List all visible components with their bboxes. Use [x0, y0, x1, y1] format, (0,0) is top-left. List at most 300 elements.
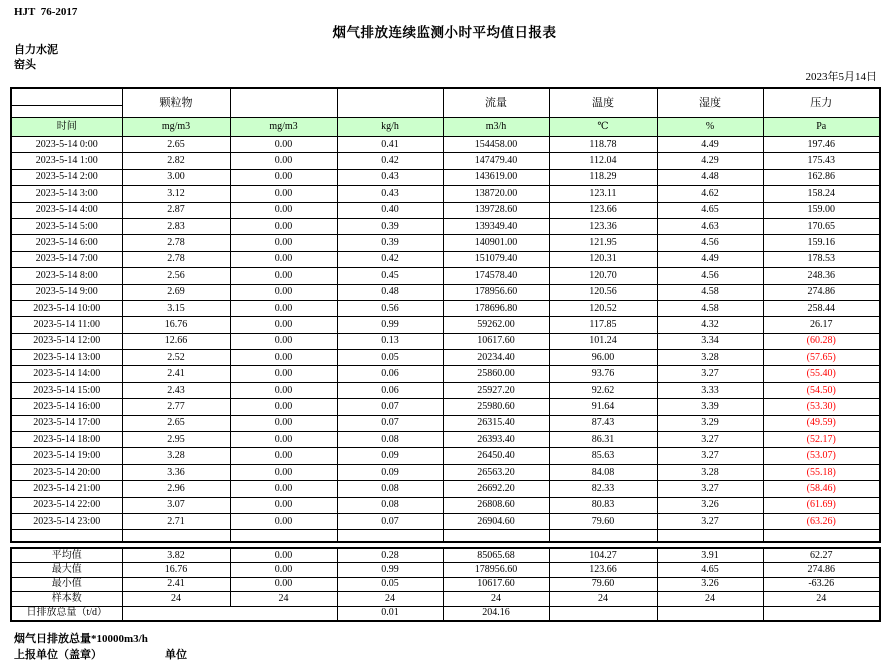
value-cell: 121.95	[549, 235, 657, 251]
unit-header: 时间	[11, 118, 122, 137]
value-cell: 3.27	[657, 481, 763, 497]
value-cell: 4.49	[657, 137, 763, 153]
time-cell: 2023-5-14 3:00	[11, 186, 122, 202]
value-cell: 3.07	[122, 497, 230, 513]
value-cell: 117.85	[549, 317, 657, 333]
value-cell: 3.00	[122, 169, 230, 185]
value-cell: 92.62	[549, 382, 657, 398]
value-cell: 0.00	[230, 284, 337, 300]
value-cell: 0.42	[337, 153, 443, 169]
time-cell: 2023-5-14 7:00	[11, 251, 122, 267]
value-cell: 0.00	[230, 481, 337, 497]
value-cell: 3.39	[657, 399, 763, 415]
value-cell: 0.00	[230, 366, 337, 382]
value-cell: 4.49	[657, 251, 763, 267]
time-cell: 2023-5-14 12:00	[11, 333, 122, 349]
report-date: 2023年5月14日	[805, 71, 877, 83]
value-cell: 4.56	[657, 235, 763, 251]
value-cell: 2.69	[122, 284, 230, 300]
value-cell: 26808.60	[443, 497, 549, 513]
value-cell: 120.56	[549, 284, 657, 300]
value-cell: 0.42	[337, 251, 443, 267]
summary-value: -63.26	[763, 577, 880, 591]
value-cell: 120.52	[549, 300, 657, 316]
corner-cell-top	[11, 88, 122, 106]
value-cell: 26450.40	[443, 448, 549, 464]
value-cell: 0.13	[337, 333, 443, 349]
value-cell: 87.43	[549, 415, 657, 431]
value-cell: 178696.80	[443, 300, 549, 316]
value-cell: 178.53	[763, 251, 880, 267]
value-cell: 0.07	[337, 415, 443, 431]
station-name: 窑头	[14, 59, 36, 71]
empty-cell	[763, 530, 880, 543]
standard-code: HJT 76-2017	[14, 6, 78, 18]
value-cell: 0.99	[337, 317, 443, 333]
value-cell: 0.00	[230, 415, 337, 431]
value-cell: 3.27	[657, 448, 763, 464]
table-row	[11, 366, 880, 382]
value-cell: 20234.40	[443, 350, 549, 366]
table-row	[11, 235, 880, 251]
value-cell: 82.33	[549, 481, 657, 497]
table-row	[11, 137, 880, 153]
summary-value: 0.00	[230, 563, 337, 577]
summary-value	[122, 606, 337, 621]
summary-value: 0.01	[337, 606, 443, 621]
value-cell: 3.27	[657, 432, 763, 448]
summary-value: 104.27	[549, 548, 657, 563]
summary-value: 0.99	[337, 563, 443, 577]
value-cell: 3.28	[657, 464, 763, 480]
summary-value: 3.91	[657, 548, 763, 563]
time-cell: 2023-5-14 2:00	[11, 169, 122, 185]
value-cell: 0.00	[230, 382, 337, 398]
summary-value	[763, 606, 880, 621]
value-cell: 26393.40	[443, 432, 549, 448]
value-cell: 3.28	[122, 448, 230, 464]
value-cell: 139349.40	[443, 218, 549, 234]
value-cell: 120.70	[549, 268, 657, 284]
group-header: 流量	[443, 88, 549, 118]
value-cell: 0.00	[230, 268, 337, 284]
value-cell: 118.29	[549, 169, 657, 185]
table-row	[11, 202, 880, 218]
value-cell: 79.60	[549, 513, 657, 529]
summary-label: 平均值	[11, 548, 122, 563]
value-cell: 123.36	[549, 218, 657, 234]
time-cell: 2023-5-14 8:00	[11, 268, 122, 284]
summary-value: 0.00	[230, 548, 337, 563]
value-cell: 0.43	[337, 169, 443, 185]
value-cell: 2.96	[122, 481, 230, 497]
value-cell: 0.45	[337, 268, 443, 284]
summary-row	[11, 577, 880, 591]
value-cell: 0.00	[230, 218, 337, 234]
table-row	[11, 153, 880, 169]
value-cell: (63.26)	[763, 513, 880, 529]
unit-header: Pa	[763, 118, 880, 137]
value-cell: 2.65	[122, 137, 230, 153]
empty-cell	[230, 530, 337, 543]
table-row	[11, 317, 880, 333]
value-cell: 4.32	[657, 317, 763, 333]
value-cell: 0.07	[337, 399, 443, 415]
time-cell: 2023-5-14 18:00	[11, 432, 122, 448]
summary-value: 0.00	[230, 577, 337, 591]
time-cell: 2023-5-14 11:00	[11, 317, 122, 333]
value-cell: 3.28	[657, 350, 763, 366]
value-cell: 2.41	[122, 366, 230, 382]
summary-value: 3.82	[122, 548, 230, 563]
summary-value: 85065.68	[443, 548, 549, 563]
value-cell: 139728.60	[443, 202, 549, 218]
table-row	[11, 300, 880, 316]
time-cell: 2023-5-14 20:00	[11, 464, 122, 480]
value-cell: 2.52	[122, 350, 230, 366]
unit-header: m3/h	[443, 118, 549, 137]
value-cell: 10617.60	[443, 333, 549, 349]
empty-cell	[549, 530, 657, 543]
value-cell: 0.00	[230, 235, 337, 251]
value-cell: 4.58	[657, 284, 763, 300]
table-row	[11, 186, 880, 202]
group-header: 湿度	[657, 88, 763, 118]
value-cell: 3.27	[657, 513, 763, 529]
time-cell: 2023-5-14 15:00	[11, 382, 122, 398]
value-cell: 4.65	[657, 202, 763, 218]
summary-value: 10617.60	[443, 577, 549, 591]
empty-row	[11, 530, 880, 543]
value-cell: 25927.20	[443, 382, 549, 398]
value-cell: 86.31	[549, 432, 657, 448]
summary-value: 2.41	[122, 577, 230, 591]
summary-label: 样本数	[11, 592, 122, 606]
value-cell: 0.00	[230, 513, 337, 529]
value-cell: 197.46	[763, 137, 880, 153]
summary-table	[10, 547, 881, 622]
value-cell: 2.43	[122, 382, 230, 398]
value-cell: 2.77	[122, 399, 230, 415]
summary-value: 0.28	[337, 548, 443, 563]
summary-label: 日排放总量（t/d）	[11, 606, 122, 621]
value-cell: (53.07)	[763, 448, 880, 464]
value-cell: 3.34	[657, 333, 763, 349]
summary-value: 79.60	[549, 577, 657, 591]
value-cell: 3.36	[122, 464, 230, 480]
value-cell: (60.28)	[763, 333, 880, 349]
time-cell: 2023-5-14 21:00	[11, 481, 122, 497]
value-cell: 178956.60	[443, 284, 549, 300]
table-row	[11, 251, 880, 267]
value-cell: 26.17	[763, 317, 880, 333]
unit-header-row	[11, 118, 880, 137]
value-cell: 0.07	[337, 513, 443, 529]
time-cell: 2023-5-14 16:00	[11, 399, 122, 415]
monitoring-table	[10, 87, 881, 543]
value-cell: (53.30)	[763, 399, 880, 415]
value-cell: 4.48	[657, 169, 763, 185]
unit-header: mg/m3	[122, 118, 230, 137]
value-cell: 0.09	[337, 448, 443, 464]
time-cell: 2023-5-14 6:00	[11, 235, 122, 251]
value-cell: 2.87	[122, 202, 230, 218]
value-cell: 154458.00	[443, 137, 549, 153]
value-cell: 143619.00	[443, 169, 549, 185]
value-cell: 2.71	[122, 513, 230, 529]
value-cell: 26563.20	[443, 464, 549, 480]
value-cell: 159.16	[763, 235, 880, 251]
value-cell: (58.46)	[763, 481, 880, 497]
value-cell: 274.86	[763, 284, 880, 300]
summary-value: 24	[549, 592, 657, 606]
value-cell: 0.00	[230, 464, 337, 480]
value-cell: 2.82	[122, 153, 230, 169]
value-cell: 3.33	[657, 382, 763, 398]
time-cell: 2023-5-14 5:00	[11, 218, 122, 234]
value-cell: 85.63	[549, 448, 657, 464]
value-cell: 4.63	[657, 218, 763, 234]
table-row	[11, 497, 880, 513]
value-cell: 0.08	[337, 432, 443, 448]
emission-total-note: 烟气日排放总量*10000m3/h	[14, 633, 148, 645]
summary-label: 最小值	[11, 577, 122, 591]
summary-row	[11, 606, 880, 621]
unit-header: kg/h	[337, 118, 443, 137]
value-cell: 4.58	[657, 300, 763, 316]
summary-value: 204.16	[443, 606, 549, 621]
value-cell: 258.44	[763, 300, 880, 316]
group-header: 压力	[763, 88, 880, 118]
table-row	[11, 333, 880, 349]
value-cell: 0.05	[337, 350, 443, 366]
corner-cell-bottom	[11, 106, 122, 118]
value-cell: 123.11	[549, 186, 657, 202]
group-header-empty	[337, 88, 443, 118]
table-row	[11, 399, 880, 415]
summary-row	[11, 548, 880, 563]
value-cell: 16.76	[122, 317, 230, 333]
value-cell: 175.43	[763, 153, 880, 169]
value-cell: 140901.00	[443, 235, 549, 251]
value-cell: 112.04	[549, 153, 657, 169]
value-cell: 147479.40	[443, 153, 549, 169]
time-cell: 2023-5-14 9:00	[11, 284, 122, 300]
time-cell: 2023-5-14 17:00	[11, 415, 122, 431]
value-cell: 0.00	[230, 497, 337, 513]
summary-value: 123.66	[549, 563, 657, 577]
time-cell: 2023-5-14 19:00	[11, 448, 122, 464]
time-cell: 2023-5-14 0:00	[11, 137, 122, 153]
monitoring-table-header	[11, 88, 880, 137]
summary-value: 274.86	[763, 563, 880, 577]
time-cell: 2023-5-14 14:00	[11, 366, 122, 382]
summary-value: 24	[122, 592, 230, 606]
table-row	[11, 481, 880, 497]
table-row	[11, 218, 880, 234]
empty-cell	[11, 530, 122, 543]
value-cell: 3.12	[122, 186, 230, 202]
summary-value	[657, 606, 763, 621]
report-unit-label: 上报单位（盖章）	[14, 649, 102, 661]
value-cell: 0.43	[337, 186, 443, 202]
value-cell: 3.29	[657, 415, 763, 431]
value-cell: 2.65	[122, 415, 230, 431]
summary-value: 178956.60	[443, 563, 549, 577]
value-cell: 3.27	[657, 366, 763, 382]
value-cell: 26904.60	[443, 513, 549, 529]
value-cell: 118.78	[549, 137, 657, 153]
empty-cell	[657, 530, 763, 543]
value-cell: 0.00	[230, 153, 337, 169]
summary-value: 24	[337, 592, 443, 606]
table-row	[11, 513, 880, 529]
value-cell: 248.36	[763, 268, 880, 284]
empty-cell	[337, 530, 443, 543]
summary-value	[549, 606, 657, 621]
value-cell: 0.00	[230, 350, 337, 366]
time-cell: 2023-5-14 1:00	[11, 153, 122, 169]
table-row	[11, 432, 880, 448]
summary-value: 0.05	[337, 577, 443, 591]
summary-value: 62.27	[763, 548, 880, 563]
summary-value: 3.26	[657, 577, 763, 591]
value-cell: 0.39	[337, 218, 443, 234]
value-cell: (55.18)	[763, 464, 880, 480]
value-cell: 0.09	[337, 464, 443, 480]
value-cell: (52.17)	[763, 432, 880, 448]
value-cell: 0.00	[230, 300, 337, 316]
value-cell: 3.15	[122, 300, 230, 316]
value-cell: 0.00	[230, 448, 337, 464]
value-cell: 80.83	[549, 497, 657, 513]
table-row	[11, 464, 880, 480]
value-cell: (49.59)	[763, 415, 880, 431]
value-cell: 0.00	[230, 169, 337, 185]
value-cell: 0.08	[337, 481, 443, 497]
value-cell: 96.00	[549, 350, 657, 366]
value-cell: 25980.60	[443, 399, 549, 415]
value-cell: 0.00	[230, 333, 337, 349]
value-cell: 123.66	[549, 202, 657, 218]
value-cell: 25860.00	[443, 366, 549, 382]
value-cell: 4.56	[657, 268, 763, 284]
unit-header: mg/m3	[230, 118, 337, 137]
summary-value: 4.65	[657, 563, 763, 577]
value-cell: 0.00	[230, 137, 337, 153]
value-cell: 0.40	[337, 202, 443, 218]
time-cell: 2023-5-14 10:00	[11, 300, 122, 316]
table-row	[11, 350, 880, 366]
value-cell: 0.00	[230, 399, 337, 415]
value-cell: 0.00	[230, 251, 337, 267]
summary-value: 24	[443, 592, 549, 606]
value-cell: 2.78	[122, 251, 230, 267]
value-cell: 170.65	[763, 218, 880, 234]
value-cell: 0.56	[337, 300, 443, 316]
time-cell: 2023-5-14 4:00	[11, 202, 122, 218]
value-cell: 0.00	[230, 186, 337, 202]
unit-label: 单位	[165, 649, 187, 661]
group-header: 温度	[549, 88, 657, 118]
value-cell: 84.08	[549, 464, 657, 480]
value-cell: 2.95	[122, 432, 230, 448]
value-cell: 0.00	[230, 317, 337, 333]
summary-label: 最大值	[11, 563, 122, 577]
value-cell: 0.06	[337, 382, 443, 398]
summary-value: 16.76	[122, 563, 230, 577]
value-cell: 26315.40	[443, 415, 549, 431]
value-cell: 26692.20	[443, 481, 549, 497]
value-cell: (55.40)	[763, 366, 880, 382]
unit-header: %	[657, 118, 763, 137]
table-row	[11, 448, 880, 464]
value-cell: 0.48	[337, 284, 443, 300]
value-cell: 12.66	[122, 333, 230, 349]
summary-value: 24	[230, 592, 337, 606]
value-cell: 174578.40	[443, 268, 549, 284]
value-cell: 0.08	[337, 497, 443, 513]
value-cell: (61.69)	[763, 497, 880, 513]
table-row	[11, 415, 880, 431]
table-row	[11, 169, 880, 185]
group-header: 颗粒物	[122, 88, 230, 118]
signature-line	[0, 646, 889, 662]
table-row	[11, 284, 880, 300]
value-cell: 4.62	[657, 186, 763, 202]
report-title: 烟气排放连续监测小时平均值日报表	[332, 25, 557, 40]
value-cell: 91.64	[549, 399, 657, 415]
value-cell: 159.00	[763, 202, 880, 218]
value-cell: (54.50)	[763, 382, 880, 398]
value-cell: 138720.00	[443, 186, 549, 202]
table-row	[11, 382, 880, 398]
value-cell: 3.26	[657, 497, 763, 513]
value-cell: 162.86	[763, 169, 880, 185]
group-header-empty	[230, 88, 337, 118]
value-cell: 120.31	[549, 251, 657, 267]
summary-value: 24	[763, 592, 880, 606]
time-cell: 2023-5-14 23:00	[11, 513, 122, 529]
table-row	[11, 268, 880, 284]
value-cell: 59262.00	[443, 317, 549, 333]
summary-table-body	[11, 548, 880, 621]
monitoring-table-body	[11, 137, 880, 543]
value-cell: 158.24	[763, 186, 880, 202]
value-cell: 2.56	[122, 268, 230, 284]
company-name: 自力水泥	[14, 44, 58, 56]
value-cell: 4.29	[657, 153, 763, 169]
value-cell: 0.41	[337, 137, 443, 153]
summary-row	[11, 563, 880, 577]
empty-cell	[122, 530, 230, 543]
value-cell: 101.24	[549, 333, 657, 349]
value-cell: 0.39	[337, 235, 443, 251]
empty-cell	[443, 530, 549, 543]
summary-row	[11, 592, 880, 606]
value-cell: 2.78	[122, 235, 230, 251]
value-cell: 0.06	[337, 366, 443, 382]
value-cell: 93.76	[549, 366, 657, 382]
value-cell: 2.83	[122, 218, 230, 234]
summary-value: 24	[657, 592, 763, 606]
value-cell: 0.00	[230, 432, 337, 448]
unit-header: ℃	[549, 118, 657, 137]
time-cell: 2023-5-14 13:00	[11, 350, 122, 366]
time-cell: 2023-5-14 22:00	[11, 497, 122, 513]
value-cell: (57.65)	[763, 350, 880, 366]
value-cell: 151079.40	[443, 251, 549, 267]
